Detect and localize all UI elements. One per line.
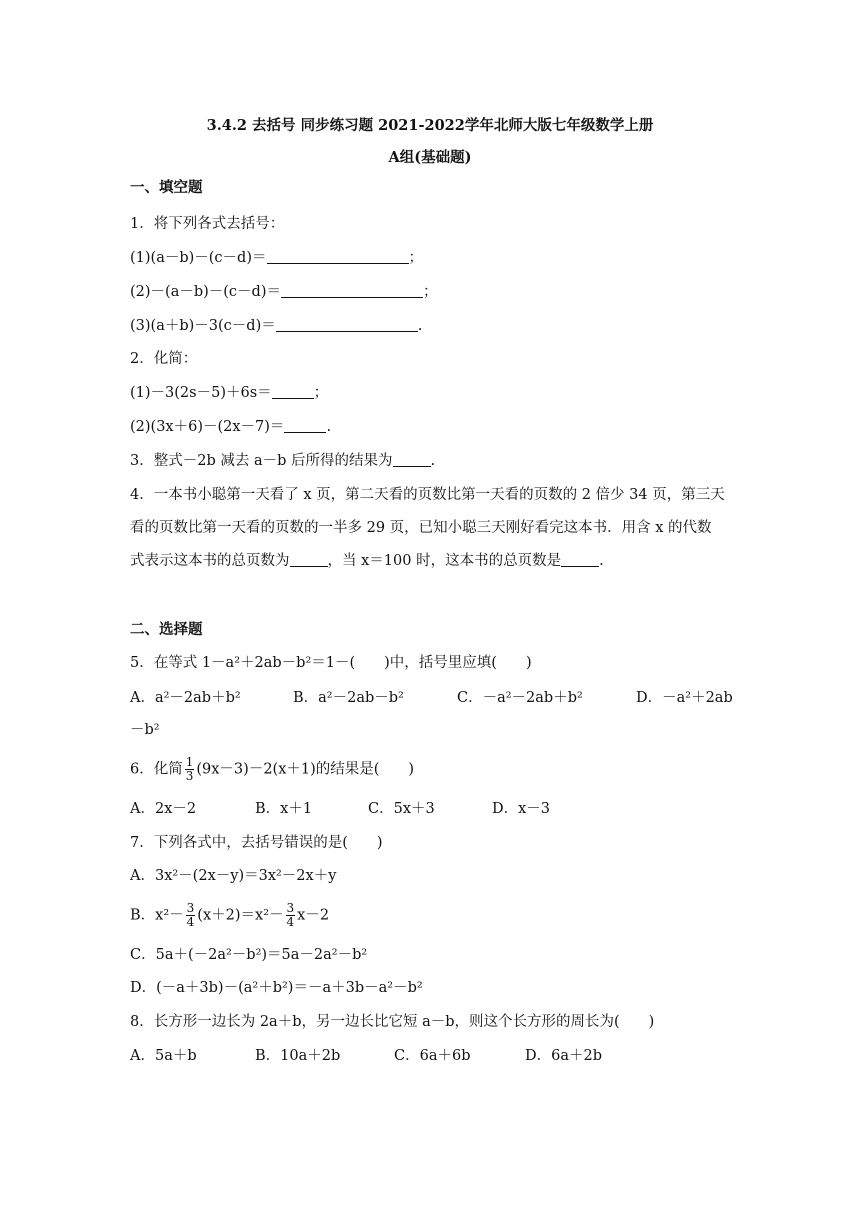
- q4-line3: [130, 551, 604, 571]
- q2-part2-text: (2)(3x＋6)－(2x－7)＝: [130, 419, 285, 435]
- fraction-numerator: 3: [186, 901, 195, 915]
- fraction-denominator: 4: [286, 915, 295, 929]
- q2-part1: [130, 383, 328, 403]
- q8-stem: 8．长方形一边长为 2a＋b，另一边长比它短 a－b，则这个长方形的周长为( ): [130, 1014, 655, 1030]
- q8-option-b[interactable]: B．10a＋2b: [255, 1048, 341, 1064]
- q6-option-a[interactable]: A．2x－2: [130, 801, 197, 817]
- q5-option-c[interactable]: C．－a²－2ab＋b²: [457, 690, 583, 706]
- q5-option-b[interactable]: B．a²－2ab－b²: [293, 690, 404, 706]
- q6-option-d[interactable]: D．x－3: [492, 801, 551, 817]
- q7-option-d[interactable]: D．(－a＋3b)－(a²＋b²)＝－a＋3b－a²－b²: [130, 980, 423, 996]
- q2-part1-text: (1)－3(2s－5)＋6s＝: [130, 385, 272, 401]
- answer-blank[interactable]: [272, 384, 314, 399]
- section-fill-in: 一、填空题: [130, 179, 203, 196]
- group-subtitle: A组(基础题): [388, 149, 472, 166]
- answer-blank[interactable]: [561, 552, 599, 567]
- q2-part1-end: ；: [313, 385, 329, 401]
- answer-blank[interactable]: [281, 283, 423, 298]
- q3-text: 3．整式－2b 减去 a－b 后所得的结果为: [130, 453, 393, 469]
- q7-option-c[interactable]: C．5a＋(－2a²－b²)＝5a－2a²－b²: [130, 947, 368, 963]
- q5-option-d[interactable]: D．－a²＋2ab: [636, 690, 733, 706]
- q1-part3-end: .: [417, 318, 423, 334]
- q1-stem: 1．将下列各式去括号：: [130, 216, 285, 232]
- q1-part2-end: ；: [423, 284, 438, 300]
- answer-blank[interactable]: [267, 249, 409, 264]
- q1-part1-text: (1)(a－b)－(c－d)＝: [130, 250, 267, 266]
- q2-stem: 2．化简：: [130, 351, 198, 367]
- fraction: [186, 902, 196, 929]
- answer-blank[interactable]: [284, 418, 326, 433]
- q4-line3-c: .: [599, 553, 604, 569]
- q6-pre: 6．化简: [130, 761, 183, 778]
- answer-blank[interactable]: [276, 317, 418, 332]
- page-title: 3.4.2 去括号 同步练习题 2021-2022学年北师大版七年级数学上册: [206, 117, 654, 134]
- q6-option-b[interactable]: B．x＋1: [255, 801, 313, 817]
- q4-line3-b: ，当 x＝100 时，这本书的总页数是: [327, 553, 562, 569]
- fraction-denominator: 4: [186, 915, 195, 929]
- q7-b-post: x－2: [297, 907, 330, 924]
- q2-part2: [130, 417, 331, 437]
- fraction: [185, 756, 195, 783]
- answer-blank[interactable]: [290, 552, 328, 567]
- fraction-numerator: 3: [286, 901, 295, 915]
- q4-line1: 4．一本书小聪第一天看了 x 页，第二天看的页数比第一天看的页数的 2 倍少 34 页，第三天: [130, 487, 725, 503]
- q7-stem: 7．下列各式中，去括号错误的是( ): [130, 835, 383, 851]
- q4-line2: 看的页数比第一天看的页数的一半多 29 页，已知小聪三天刚好看完这本书．用含 x 的代数: [130, 520, 712, 536]
- q2-part2-end: .: [326, 419, 332, 435]
- q3-end: .: [430, 453, 436, 469]
- q5-stem: 5．在等式 1－a²＋2ab－b²＝1－( )中，括号里应填( ): [130, 655, 532, 671]
- q6-stem: [130, 756, 414, 783]
- q5-option-a[interactable]: A．a²－2ab＋b²: [130, 690, 241, 706]
- q8-option-c[interactable]: C．6a＋6b: [394, 1048, 471, 1064]
- q1-part3-text: (3)(a＋b)－3(c－d)＝: [130, 318, 276, 334]
- q1-part2: [130, 282, 438, 302]
- q7-b-pre: B．x²－: [130, 907, 184, 924]
- q4-line3-a: 式表示这本书的总页数为: [130, 553, 290, 569]
- q7-option-b[interactable]: [130, 902, 329, 929]
- q8-option-a[interactable]: A．5a＋b: [130, 1048, 197, 1064]
- q1-part2-text: (2)－(a－b)－(c－d)＝: [130, 284, 281, 300]
- q5-option-d-continued: －b²: [130, 722, 160, 738]
- q6-option-c[interactable]: C．5x＋3: [368, 801, 435, 817]
- answer-blank[interactable]: [393, 452, 431, 467]
- fraction-numerator: 1: [185, 755, 194, 769]
- fraction: [286, 902, 296, 929]
- q7-option-a[interactable]: A．3x²－(2x－y)＝3x²－2x＋y: [130, 868, 337, 884]
- q3: [130, 451, 435, 471]
- fraction-denominator: 3: [185, 769, 194, 783]
- q1-part1: [130, 248, 423, 268]
- q1-part3: [130, 316, 422, 336]
- q7-b-mid: (x＋2)＝x²－: [197, 907, 284, 924]
- q6-post: (9x－3)－2(x＋1)的结果是( ): [196, 761, 415, 778]
- q8-option-d[interactable]: D．6a＋2b: [525, 1048, 603, 1064]
- q1-part1-end: ；: [408, 250, 423, 266]
- section-choice: 二、选择题: [130, 621, 203, 638]
